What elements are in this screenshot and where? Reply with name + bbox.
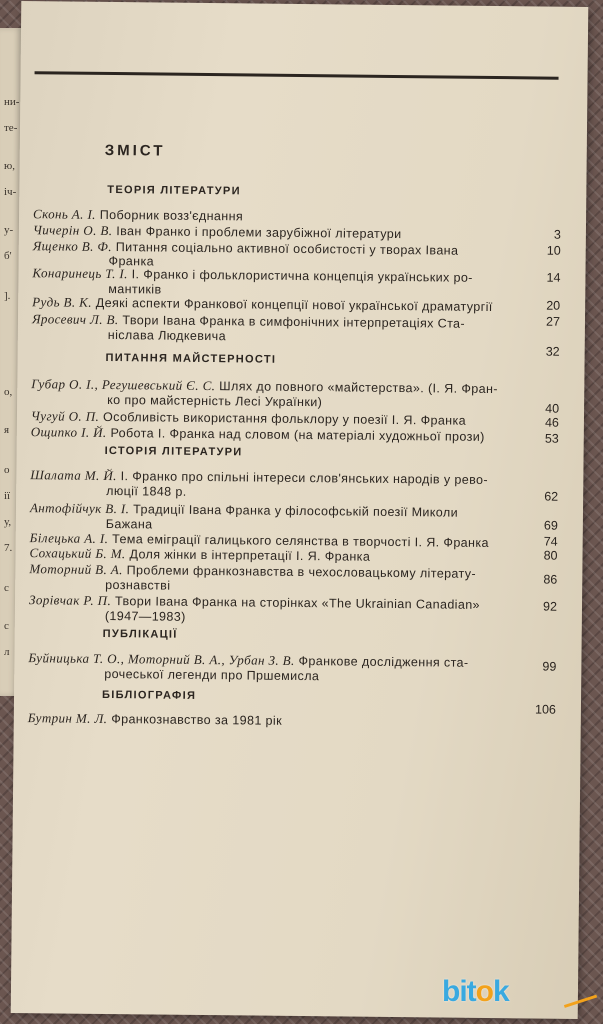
page-number: 86 (543, 572, 558, 587)
section-heading: ПИТАННЯ МАЙСТЕРНОСТІ (105, 351, 277, 366)
adjacent-page-text: ю, (4, 160, 15, 172)
adjacent-page-text: с (4, 620, 9, 632)
toc-entry-continuation: (1947—1983) (104, 608, 186, 624)
entry-author: Білецька А. І. (29, 530, 109, 546)
toc-entry-line (31, 425, 531, 444)
adjacent-page-text: ії (4, 490, 11, 502)
toc-entry-line (28, 711, 528, 730)
entry-title: Робота І. Франка над словом (на матеріалі художньої прози) (110, 426, 485, 444)
entry-author: Рудь В. К. (32, 294, 92, 310)
entry-author: Ященко В. Ф. (32, 238, 113, 255)
entry-author: Антофійчук В. І. (29, 500, 130, 517)
entry-title: Твори Івана Франка на сторінках «The Ukrainian Canadian» (114, 594, 481, 612)
entry-title: Іван Франко і проблеми зарубіжної літератури (116, 224, 402, 242)
entry-title: Тема еміграції галицького селянства в творчості І. Я. Франка (112, 532, 489, 550)
watermark-text: bit (442, 975, 476, 1008)
adjacent-page-text: б' (4, 250, 12, 262)
entry-author: Чичерін О. В. (32, 222, 113, 239)
toc-entry-continuation: Бажана (105, 516, 153, 532)
toc-entry-continuation: ко про майстерність Лесі Українки) (107, 392, 323, 410)
adjacent-page-text: ни- (4, 96, 20, 108)
page-number: 14 (546, 270, 561, 285)
page-number: 53 (544, 431, 559, 446)
adjacent-page-text: іч- (4, 186, 17, 198)
watermark-logo (442, 975, 509, 1009)
page-number: 20 (546, 298, 561, 313)
adjacent-page-text: о (4, 464, 10, 476)
entry-title: Поборник возз'єднання (99, 207, 244, 224)
entry-author: Яросевич Л. В. (31, 311, 119, 328)
page-number: 62 (544, 489, 559, 504)
entry-title: Деякі аспекти Франкової концепції нової української драматургії (95, 295, 493, 315)
adjacent-page-text: о, (4, 386, 13, 398)
entry-author: Ощипко І. Й. (30, 424, 107, 440)
page-number: 27 (546, 314, 561, 329)
page-number: 80 (543, 548, 558, 563)
entry-title: Твори Івана Франка в симфонічних інтерпретаціях Ста- (122, 313, 466, 331)
entry-author: Конаринець Т. І. (32, 265, 128, 282)
toc-entry-continuation: люції 1848 р. (106, 483, 187, 499)
entry-author: Буйницька Т. О., Моторний В. А., Урбан З. В. (28, 650, 295, 668)
page-number: 40 (545, 401, 560, 416)
entry-author: Губар О. І., Регушевський Є. С. (31, 376, 216, 394)
entry-title: Питання соціально активної особистості у творах Івана (115, 240, 459, 258)
toc-entry-continuation: рочеської легенди про Пршемисла (104, 666, 320, 684)
entry-title: Франкове дослідження ста- (298, 653, 469, 670)
toc-entry-continuation: рознавстві (105, 577, 171, 593)
toc-entry-continuation: ніслава Людкевича (107, 327, 227, 344)
entry-author: Шалата М. Й. (30, 467, 117, 484)
entry-title: Доля жінки в інтерпретації І. Я. Франка (129, 547, 371, 564)
entry-title: Шлях до повного «майстерства». (І. Я. Фран- (219, 379, 498, 397)
entry-title: Традиції Івана Франка у філософській поезії Миколи (133, 502, 459, 520)
page-number: 106 (534, 702, 556, 717)
entry-author: Сохацький Б. М. (29, 545, 126, 562)
page-title: ЗМІСТ (104, 141, 166, 160)
page-number: 99 (542, 659, 557, 674)
entry-author: Чугуй О. П. (30, 408, 100, 424)
watermark-text: k (492, 975, 509, 1008)
section-heading: БІБЛІОГРАФІЯ (101, 688, 197, 702)
page-number: 32 (545, 344, 560, 359)
entry-author: Моторний В. А. (29, 561, 123, 578)
entry-title: І. Франко і фольклористична концепція українських ро- (131, 267, 473, 285)
section-heading: ПУБЛІКАЦІЇ (102, 627, 178, 641)
page-number: 10 (546, 243, 561, 258)
section-heading: ІСТОРІЯ ЛІТЕРАТУРИ (104, 444, 243, 459)
entry-author: Бутрин М. Л. (27, 710, 108, 726)
entry-title: І. Франко про спільні інтереси слов'янських народів у рево- (120, 469, 489, 487)
adjacent-page-text: те- (4, 122, 18, 134)
page-number: 74 (543, 534, 558, 549)
watermark-text: o (475, 975, 493, 1008)
toc-entry-continuation: Франка (108, 253, 155, 269)
page-number: 69 (543, 518, 558, 533)
adjacent-page-text: л (4, 646, 10, 658)
adjacent-page-text: у, (4, 516, 12, 528)
section-heading: ТЕОРІЯ ЛІТЕРАТУРИ (107, 183, 241, 198)
entry-title: Особливість використання фольклору у поезії І. Я. Франка (103, 409, 467, 428)
header-rule (35, 71, 559, 79)
entry-title: Франкознавство за 1981 рік (111, 712, 283, 728)
entry-author: Сконь А. І. (33, 206, 96, 222)
adjacent-page-text: у- (4, 224, 14, 236)
page-number: 3 (553, 227, 561, 242)
adjacent-page-text: ]. (4, 290, 11, 302)
adjacent-page-text: 7. (4, 542, 13, 554)
book-page (11, 1, 589, 1019)
page-number: 46 (544, 415, 560, 430)
page-number: 92 (543, 599, 558, 614)
adjacent-page-text: я (4, 424, 10, 436)
adjacent-page-text: с (4, 582, 9, 594)
entry-author: Зорівчак Р. П. (28, 592, 112, 609)
toc-entry-continuation: мантиків (108, 281, 162, 297)
entry-title: Проблеми франкознавства в чехословацькому літерату- (126, 563, 477, 581)
